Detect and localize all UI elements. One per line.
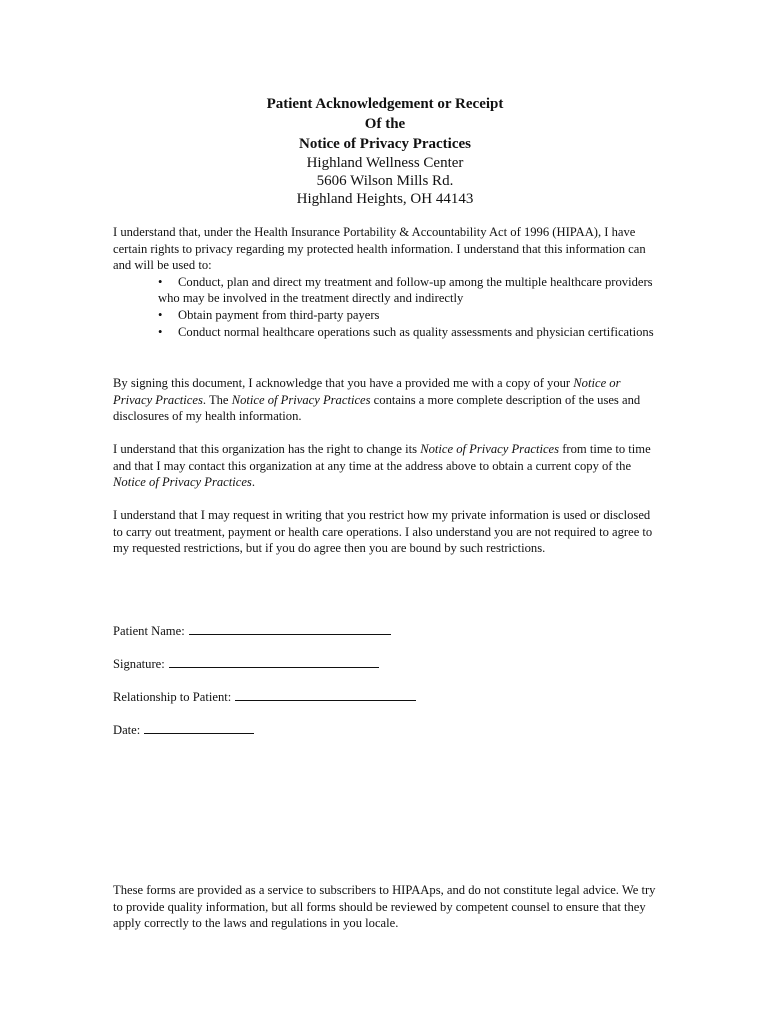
change-text-3: . <box>251 475 255 490</box>
title-line-2: Of the <box>364 116 406 132</box>
usage-bullet-list <box>113 274 661 340</box>
signing-text-2: . The <box>202 392 232 407</box>
bullet-icon: • <box>158 324 163 339</box>
bullet-item <box>158 324 661 341</box>
signature-label: Signature: <box>113 657 165 671</box>
relationship-field <box>113 687 416 705</box>
address-line-2: Highland Heights, OH 44143 <box>296 191 474 207</box>
signing-italic-2: Notice of Privacy Practices <box>231 392 371 407</box>
relationship-label: Relationship to Patient: <box>113 690 232 704</box>
change-text-1: I understand that this organization has the right to change its <box>113 442 421 456</box>
patient-name-label: Patient Name: <box>113 624 185 638</box>
footer-disclaimer: These forms are provided as a service to subscribers to HIPAAps, and do not constitute legal advice. We try to provide quality information, but all forms should be reviewed by competent counsel to ensure that they apply correctly to the laws and regulations in you locale. <box>113 883 656 931</box>
bullet-item <box>158 274 661 307</box>
patient-name-blank[interactable] <box>189 621 391 635</box>
bullet-item <box>158 307 661 324</box>
signature-blank[interactable] <box>169 654 379 668</box>
signing-italic-1: Notice or Privacy Practices <box>113 376 621 407</box>
title-line-1: Patient Acknowledgement or Receipt <box>266 96 504 112</box>
title-line-3: Notice of Privacy Practices <box>299 136 471 152</box>
signing-text-1: By signing this document, I acknowledge that you have a provided me with a copy of your <box>113 376 574 390</box>
bullet-text: Conduct, plan and direct my treatment and follow-up among the multiple healthcare providers who may be involved in the treatment directly and indirectly <box>158 274 653 306</box>
bullet-text: Obtain payment from third-party payers <box>178 307 380 322</box>
patient-name-field <box>113 621 391 639</box>
signing-paragraph <box>113 375 661 425</box>
signing-text-3: contains a more complete description of the uses and disclosures of my health information. <box>113 392 641 424</box>
bullet-text: Conduct normal healthcare operations such as quality assessments and physician certifications <box>178 324 654 339</box>
request-paragraph: I understand that I may request in writing that you restrict how my private information is used or disclosed to carry out treatment, payment or health care operations. I also understand you are not required to agree to my requested restrictions, but if you do agree then you are bound by such restrictions. <box>113 508 653 556</box>
bullet-icon: • <box>158 307 163 322</box>
document-header <box>0 94 770 208</box>
date-blank[interactable] <box>144 720 254 734</box>
relationship-blank[interactable] <box>235 687 416 701</box>
date-field <box>113 720 254 738</box>
bullet-icon: • <box>158 274 163 289</box>
date-label: Date: <box>113 723 141 737</box>
intro-paragraph <box>113 224 661 340</box>
address-line-1: 5606 Wilson Mills Rd. <box>316 173 454 189</box>
signature-field <box>113 654 379 672</box>
change-paragraph <box>113 441 661 491</box>
change-italic-2: Notice of Privacy Practices <box>113 475 252 490</box>
change-italic-1: Notice of Privacy Practices <box>420 442 560 456</box>
intro-text: I understand that, under the Health Insurance Portability & Accountability Act of 1996 (HIPAA), I have certain rights to privacy regarding my protected health information. I understand that this information can and will be used to: <box>113 225 646 273</box>
organization-name: Highland Wellness Center <box>306 155 464 171</box>
change-text-2: from time to time and that I may contact this organization at any time at the address above to obtain a current copy of the <box>113 442 651 473</box>
